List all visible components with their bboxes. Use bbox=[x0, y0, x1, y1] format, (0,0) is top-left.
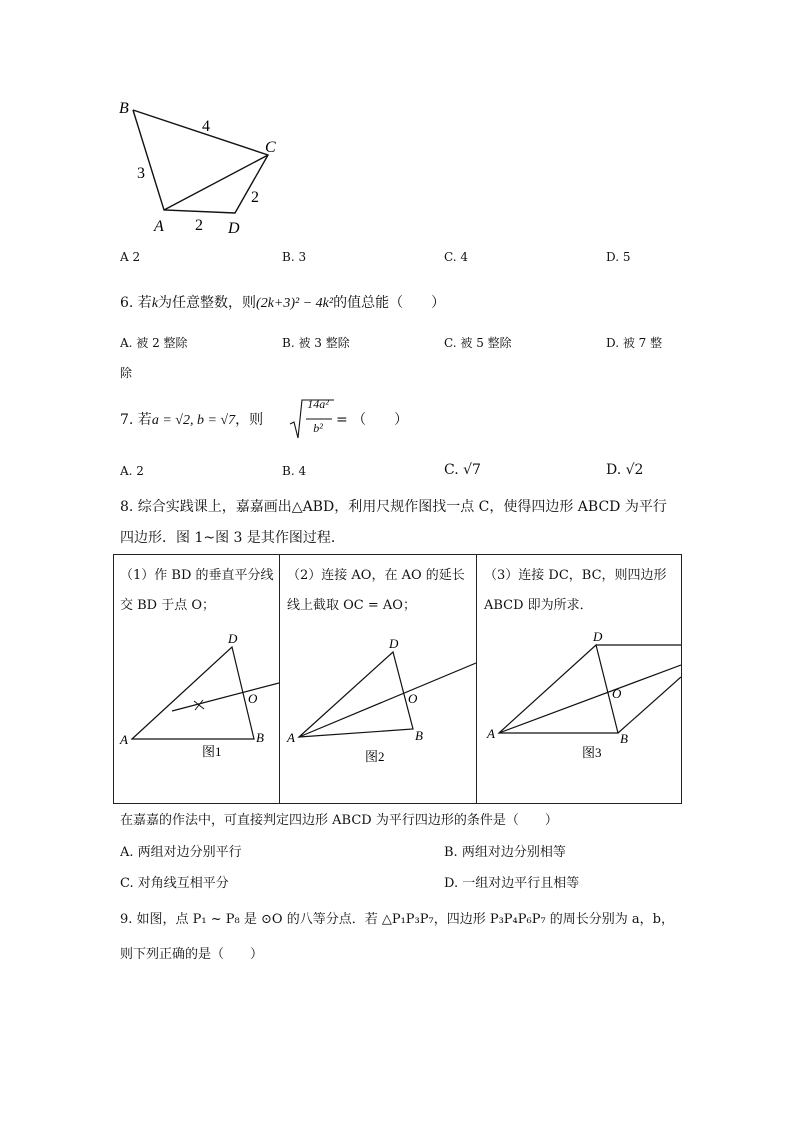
q6-suffix: 的值总能（ ） bbox=[333, 295, 446, 311]
q5-option-b: B. 3 bbox=[282, 250, 307, 264]
q8-step2-text: （2）连接 AO，在 AO 的延长线上截取 OC = AO； bbox=[287, 568, 465, 613]
q8-fig1-label-b: B bbox=[256, 730, 264, 745]
q8-fig3-caption: 图3 bbox=[582, 745, 602, 760]
q8-fig3-label-b: B bbox=[620, 731, 628, 746]
q5-option-d: D. 5 bbox=[606, 250, 631, 264]
q7-condition: a = √2, b = √7 bbox=[151, 413, 236, 428]
q9-stem-line2: 则下列正确的是（ ） bbox=[120, 947, 264, 962]
q9-stem-line1: 9. 如图，点 P₁ ~ P₈ 是 ⊙O 的八等分点．若 △P₁P₃P₇，四边形 P₃P₄P₆P₇ 的周长分别为 a，b， bbox=[120, 912, 674, 927]
q7-prefix: 7. 若 bbox=[120, 412, 152, 428]
q5-vertex-c: C bbox=[265, 139, 276, 156]
q6-prefix: 6. 若 bbox=[120, 295, 152, 311]
q7-option-d: D. √2 bbox=[606, 462, 644, 478]
q8-step3-text: （3）连接 DC，BC，则四边形 ABCD 即为所求． bbox=[484, 568, 667, 613]
q5-vertex-b: B bbox=[119, 100, 129, 117]
q8-fig3-label-o: O bbox=[612, 686, 622, 701]
q5-edge-cd-label: 2 bbox=[251, 189, 259, 206]
q8-fig1-label-o: O bbox=[248, 691, 258, 706]
q8-stem-line2: 四边形．图 1~图 3 是其作图过程． bbox=[120, 530, 345, 546]
q6-option-d: D. 被 7 整 bbox=[606, 336, 663, 350]
q8-figure2 bbox=[281, 625, 476, 765]
q7-denominator: b² bbox=[313, 421, 323, 435]
q5-edge-ad-label: 2 bbox=[195, 217, 203, 234]
q8-fig1-label-a: A bbox=[120, 732, 128, 747]
q8-option-a: A. 两组对边分别平行 bbox=[120, 845, 242, 860]
q6-option-d-wrap: 除 bbox=[120, 366, 133, 380]
q6-option-c: C. 被 5 整除 bbox=[444, 336, 512, 350]
q8-fig3-label-d: D bbox=[593, 629, 603, 644]
q8-fig2-caption: 图2 bbox=[365, 749, 385, 764]
q8-question: 在嘉嘉的作法中，可直接判定四边形 ABCD 为平行四边形的条件是（ ） bbox=[120, 813, 558, 828]
q8-fig1-caption: 图1 bbox=[202, 744, 222, 759]
q5-vertex-d: D bbox=[228, 220, 240, 237]
q8-fig1-label-d: D bbox=[228, 631, 238, 646]
q7-suffix: = （ ） bbox=[336, 412, 409, 428]
q5-option-a: A 2 bbox=[120, 250, 141, 264]
q5-figure-outline bbox=[133, 110, 268, 213]
q5-edge-ab-label: 3 bbox=[137, 165, 145, 182]
q8-option-d: D. 一组对边平行且相等 bbox=[444, 876, 580, 891]
q7-stem bbox=[120, 410, 263, 431]
q6-var-k: k bbox=[151, 296, 159, 311]
q6-option-b: B. 被 3 整除 bbox=[282, 336, 350, 350]
q5-quadrilateral-figure bbox=[110, 95, 300, 240]
q8-option-c: C. 对角线互相平分 bbox=[120, 876, 229, 891]
q8-fig2-label-o: O bbox=[408, 691, 418, 706]
q8-option-b: B. 两组对边分别相等 bbox=[444, 845, 566, 860]
q6-expression: (2k+3)² − 4k² bbox=[256, 296, 334, 311]
q8-figure1 bbox=[114, 625, 279, 765]
q5-vertex-a: A bbox=[154, 218, 164, 235]
q6-stem bbox=[120, 293, 445, 314]
q8-stem-line1: 8. 综合实践课上，嘉嘉画出△ABD，利用尺规作图找一点 C，使得四边形 ABCD 为平行 bbox=[120, 499, 667, 515]
q6-option-a: A. 被 2 整除 bbox=[120, 336, 188, 350]
q5-option-c: C. 4 bbox=[444, 250, 469, 264]
q7-option-b: B. 4 bbox=[282, 464, 307, 478]
q8-fig3-label-a: A bbox=[487, 726, 495, 741]
q8-fig2-label-a: A bbox=[287, 730, 295, 745]
q8-figure3 bbox=[478, 625, 681, 765]
q8-fig2-label-b: B bbox=[415, 728, 423, 743]
q5-edge-bc-label: 4 bbox=[202, 118, 210, 135]
q6-middle: 为任意整数，则 bbox=[158, 295, 257, 311]
q7-numerator: 14a² bbox=[307, 397, 329, 411]
q8-step1-text: （1）作 BD 的垂直平分线交 BD 于点 O； bbox=[120, 568, 274, 613]
q8-fig2-label-d: D bbox=[389, 636, 399, 651]
q7-option-c: C. √7 bbox=[444, 462, 481, 478]
q7-option-a: A. 2 bbox=[120, 464, 144, 478]
q7-then: ，则 bbox=[235, 412, 264, 428]
